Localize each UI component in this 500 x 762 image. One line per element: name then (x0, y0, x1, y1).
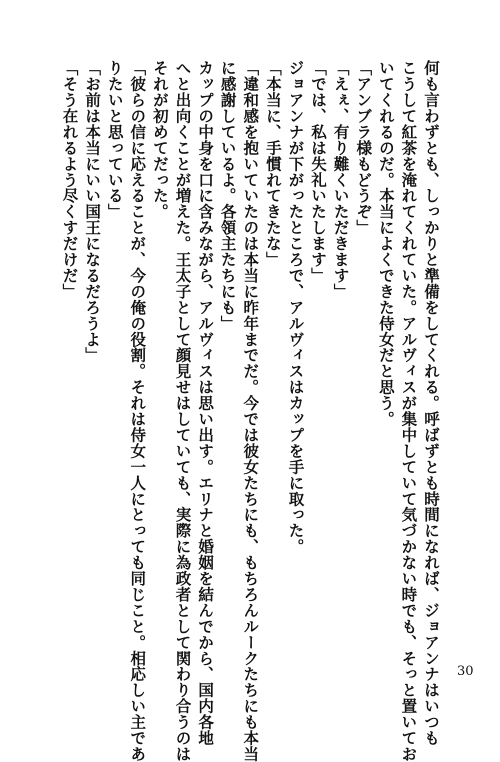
text-line: に感謝しているよ。各領主たちにも」 (218, 60, 238, 332)
text-line: 「えぇ、有り難くいただきます」 (331, 60, 351, 300)
text-line: それが初めてだった。 (150, 60, 170, 220)
text-line: 何も言わずとも、しっかりと準備をしてくれる。呼ばずとも時間になれば、ジョアンナはいつも (422, 60, 441, 746)
page-number: 30 (457, 664, 474, 679)
text-line: こうして紅茶を淹れてくれていた。アルヴィスが集中していて気づかない時でも、そっと置いてお (399, 60, 419, 762)
text-line: ジョアンナが下がったところで、アルヴィスはカップを手に取った。 (286, 60, 306, 555)
text-line: へと出向くことが増えた。王太子として顔見せはしていても、実際に為政者として関わり合うのは (173, 60, 193, 762)
text-line: 「アンブラ様もどうぞ」 (354, 60, 374, 236)
text-line: 「では、私は失礼いたします」 (309, 60, 329, 284)
text-line: いてくれるのだ。本当によくできた侍女だと思う。 (376, 60, 396, 427)
text-line: カップの中身を口に含みながら、アルヴィスは思い出す。エリナと婚姻を結んでから、国内各地 (196, 60, 216, 746)
text-line: 「そう在れるよう尽くすだけだ」 (60, 60, 80, 300)
text-line: 「違和感を抱いていたのは本当に昨年までだ。今では彼女たちにも、もちろんルークたちにも本当 (241, 60, 261, 762)
text-line: 「彼らの信に応えることが、今の俺の役割。それは侍女一人にとっても同じこと。相応しい主であ (128, 60, 148, 762)
text-line: 「お前は本当にいい国王になるだろうよ」 (83, 60, 103, 364)
text-line: 「本当に、手慣れてきたな」 (263, 60, 283, 268)
vertical-text-body (58, 60, 442, 762)
text-line: りたいと思っている」 (105, 60, 125, 220)
